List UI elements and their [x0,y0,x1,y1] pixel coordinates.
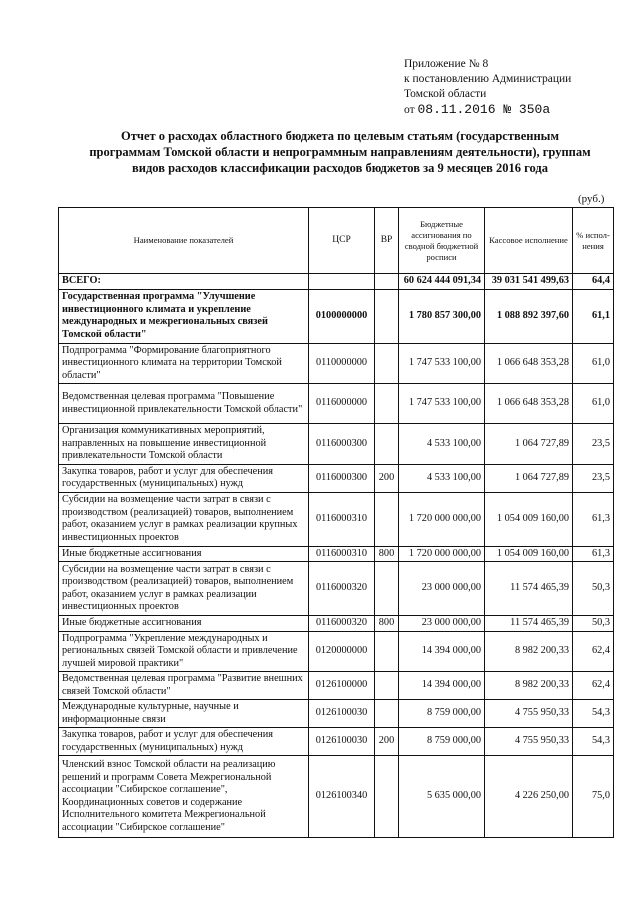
table-row [59,672,614,700]
cell-vr [375,274,399,290]
appendix-date-prefix: от [404,104,415,116]
appendix-block [404,57,571,118]
cell-cash: 11 574 465,39 [485,562,573,616]
cell-vr: 200 [375,728,399,756]
table-row [59,384,614,424]
cell-budget: 1 747 533 100,00 [399,343,485,384]
cell-csr: 0116000000 [309,384,375,424]
cell-budget: 5 635 000,00 [399,756,485,838]
table-row [59,343,614,384]
cell-vr [375,631,399,672]
cell-pct: 61,3 [573,492,614,546]
cell-pct: 54,3 [573,700,614,728]
col-header-pct: % испол-нения [573,208,614,274]
cell-csr: 0100000000 [309,289,375,343]
cell-name: Закупка товаров, работ и услуг для обеспечения государственных (муниципальных) нужд [59,728,309,756]
cell-budget: 1 720 000 000,00 [399,546,485,562]
table-row [59,616,614,632]
currency-unit: (руб.) [578,193,605,205]
table-row [59,546,614,562]
table-body [59,274,614,838]
cell-csr: 0116000300 [309,464,375,492]
cell-cash: 11 574 465,39 [485,616,573,632]
cell-pct: 23,5 [573,464,614,492]
cell-name: Международные культурные, научные и информационные связи [59,700,309,728]
report-title [60,128,620,176]
table-header-row [59,208,614,274]
cell-cash: 39 031 541 499,63 [485,274,573,290]
title-line-3: видов расходов классификации расходов бюджетов за 9 месяцев 2016 года [132,161,548,175]
cell-cash: 4 755 950,33 [485,700,573,728]
cell-vr: 200 [375,464,399,492]
appendix-line-1: Приложение № 8 [404,58,489,70]
cell-cash: 1 088 892 397,60 [485,289,573,343]
cell-name: Государственная программа "Улучшение инвестиционного климата и укрепление международных и межрегиональных связей Томской области" [59,289,309,343]
expenses-table [58,207,614,838]
cell-name: Иные бюджетные ассигнования [59,616,309,632]
cell-csr [309,274,375,290]
cell-vr [375,492,399,546]
cell-name: Организация коммуникативных мероприятий, направленных на повышение инвестиционной привлекательности Томской области [59,424,309,465]
cell-pct: 50,3 [573,562,614,616]
col-header-budget: Бюджетные ассигнования по сводной бюджетной росписи [399,208,485,274]
cell-csr: 0116000320 [309,562,375,616]
appendix-line-3: Томской области [404,88,487,100]
cell-csr: 0126100000 [309,672,375,700]
cell-budget: 23 000 000,00 [399,616,485,632]
cell-budget: 60 624 444 091,34 [399,274,485,290]
cell-name: Закупка товаров, работ и услуг для обеспечения государственных (муниципальных) нужд [59,464,309,492]
cell-csr: 0116000300 [309,424,375,465]
cell-vr: 800 [375,546,399,562]
cell-name: Подпрограмма "Укрепление международных и региональных связей Томской области и привлечение лучшей мировой практики" [59,631,309,672]
appendix-line-2: к постановлению Администрации [404,73,572,85]
cell-vr [375,384,399,424]
table-row [59,756,614,838]
cell-cash: 8 982 200,33 [485,631,573,672]
cell-vr [375,343,399,384]
cell-budget: 8 759 000,00 [399,728,485,756]
table-row [59,289,614,343]
cell-cash: 4 226 250,00 [485,756,573,838]
cell-cash: 1 054 009 160,00 [485,546,573,562]
cell-budget: 23 000 000,00 [399,562,485,616]
cell-cash: 1 064 727,89 [485,424,573,465]
cell-budget: 14 394 000,00 [399,672,485,700]
appendix-date-line [404,102,571,118]
cell-name: ВСЕГО: [59,274,309,290]
cell-budget: 14 394 000,00 [399,631,485,672]
table-row [59,424,614,465]
cell-csr: 0126100030 [309,728,375,756]
cell-budget: 8 759 000,00 [399,700,485,728]
col-header-vr: ВР [375,208,399,274]
table-row [59,464,614,492]
cell-pct: 61,0 [573,384,614,424]
table-row [59,631,614,672]
table-row [59,274,614,290]
cell-pct: 61,3 [573,546,614,562]
cell-name: Субсидии на возмещение части затрат в связи с производством (реализацией) товаров, выполнением работ, оказанием услуг в рамках реализации инвестиционных проектов [59,562,309,616]
cell-pct: 62,4 [573,631,614,672]
cell-pct: 62,4 [573,672,614,700]
col-header-cash: Кассовое исполнение [485,208,573,274]
cell-csr: 0120000000 [309,631,375,672]
cell-vr [375,424,399,465]
cell-pct: 64,4 [573,274,614,290]
cell-name: Ведомственная целевая программа "Развитие внешних связей Томской области" [59,672,309,700]
cell-cash: 1 066 648 353,28 [485,384,573,424]
cell-name: Ведомственная целевая программа "Повышение инвестиционной привлекательности Томской области" [59,384,309,424]
table-row [59,700,614,728]
cell-csr: 0116000310 [309,546,375,562]
cell-budget: 4 533 100,00 [399,424,485,465]
cell-csr: 0126100030 [309,700,375,728]
cell-cash: 1 064 727,89 [485,464,573,492]
cell-csr: 0110000000 [309,343,375,384]
cell-csr: 0116000320 [309,616,375,632]
appendix-date: 08.11.2016 № 350а [417,102,551,117]
cell-cash: 1 054 009 160,00 [485,492,573,546]
cell-budget: 4 533 100,00 [399,464,485,492]
cell-cash: 4 755 950,33 [485,728,573,756]
cell-vr [375,672,399,700]
cell-vr [375,562,399,616]
cell-pct: 23,5 [573,424,614,465]
cell-vr: 800 [375,616,399,632]
cell-budget: 1 720 000 000,00 [399,492,485,546]
cell-name: Субсидии на возмещение части затрат в связи с производством (реализацией) товаров, выполнением работ, оказанием услуг в рамках реализации крупных инвестиционных проектов [59,492,309,546]
cell-name: Членский взнос Томской области на реализацию решений и программ Совета Межрегиональной ассоциации "Сибирское соглашение", Координационных советов и содержание Исполнительного комитета Межрегиональной ассоциации "Сибирское соглашение" [59,756,309,838]
cell-pct: 61,0 [573,343,614,384]
cell-vr [375,700,399,728]
cell-vr [375,756,399,838]
cell-cash: 1 066 648 353,28 [485,343,573,384]
cell-cash: 8 982 200,33 [485,672,573,700]
cell-vr [375,289,399,343]
cell-pct: 61,1 [573,289,614,343]
cell-csr: 0126100340 [309,756,375,838]
cell-budget: 1 780 857 300,00 [399,289,485,343]
cell-budget: 1 747 533 100,00 [399,384,485,424]
table-row [59,562,614,616]
cell-csr: 0116000310 [309,492,375,546]
cell-pct: 50,3 [573,616,614,632]
title-line-2: программам Томской области и непрограммным направлениям деятельности), группам [89,145,591,159]
cell-pct: 75,0 [573,756,614,838]
table-row [59,728,614,756]
cell-name: Иные бюджетные ассигнования [59,546,309,562]
title-line-1: Отчет о расходах областного бюджета по целевым статьям (государственным [121,129,559,143]
cell-pct: 54,3 [573,728,614,756]
col-header-csr: ЦСР [309,208,375,274]
col-header-name: Наименование показателей [59,208,309,274]
table-row [59,492,614,546]
cell-name: Подпрограмма "Формирование благоприятного инвестиционного климата на территории Томской области" [59,343,309,384]
